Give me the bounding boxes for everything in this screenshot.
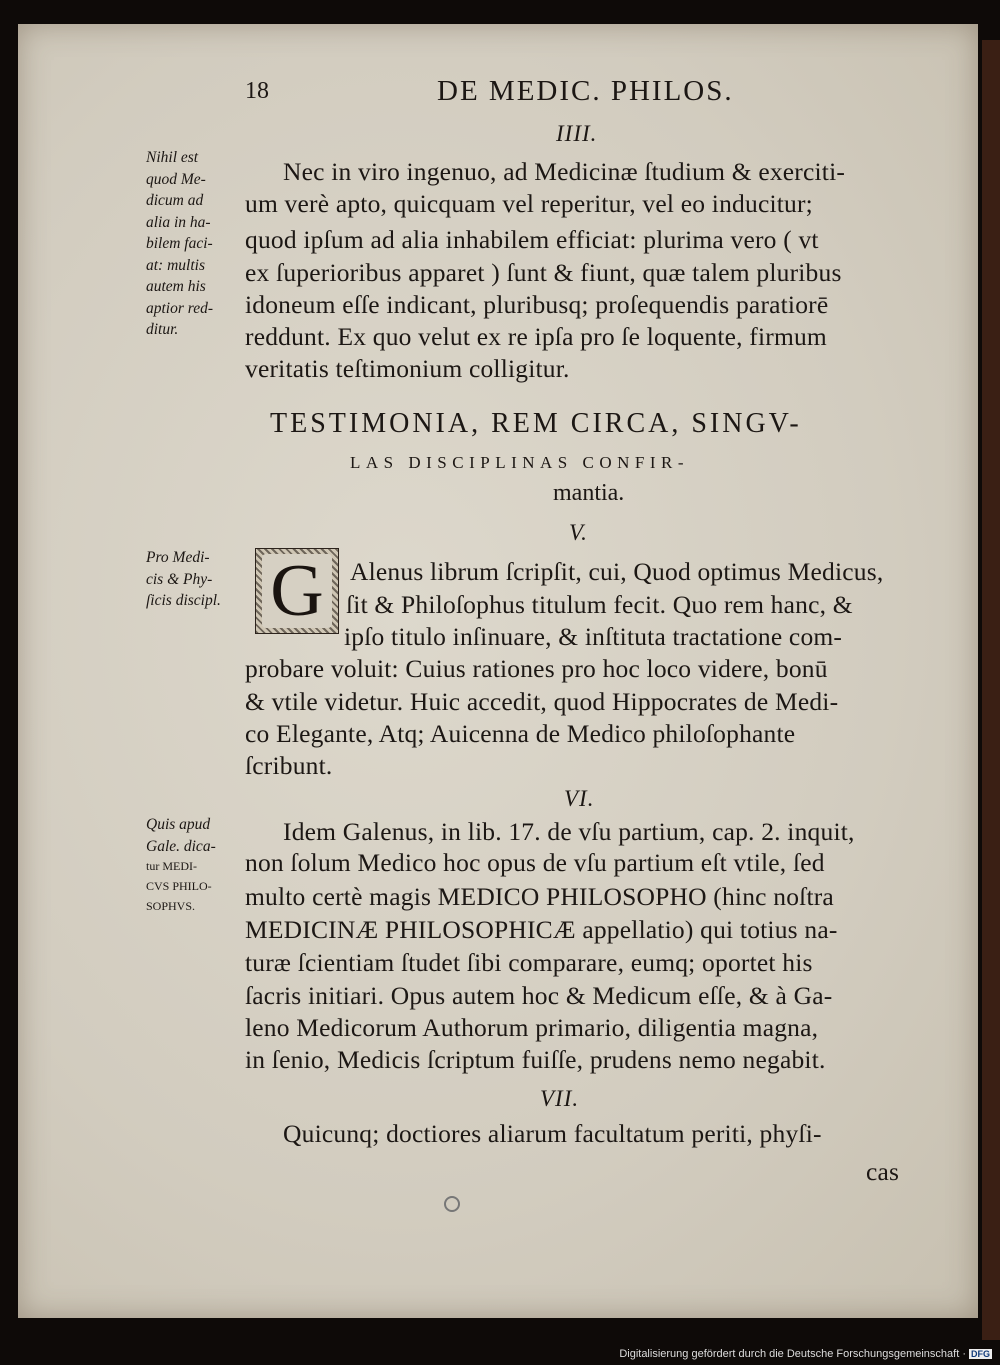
text-line: Nec in viro ingenuo, ad Medicinæ ſtudium & exerciti- [283, 157, 846, 186]
section-heading-line3: mantia. [553, 480, 625, 506]
text-line: um verè apto, quicquam vel reperitur, vel eo inducitur; [245, 189, 813, 218]
section-heading-line1: TESTIMONIA, REM CIRCA, SINGV- [270, 408, 802, 439]
margin-line: Nihil est [146, 149, 199, 166]
text-line: reddunt. Ex quo velut ex re ipſa pro ſe loquente, firmum [245, 322, 827, 351]
text-line: idoneum eſſe indicant, pluribusq; proſequendis paratiorē [245, 290, 829, 319]
decorated-initial [255, 548, 339, 634]
paper-blemish [444, 1196, 460, 1212]
margin-note-6 [146, 817, 216, 912]
text-line: ſcribunt. [245, 751, 333, 780]
section-numeral-4: IIII. [556, 121, 598, 146]
text-line: MEDICINÆ PHILOSOPHICÆ appellatio) qui totius na- [245, 915, 838, 944]
text-line: ſacris initiari. Opus autem hoc & Medicum eſſe, & à Ga- [245, 981, 833, 1010]
text-line: probare voluit: Cuius rationes pro hoc loco videre, bonū [245, 654, 828, 683]
text-line: Alenus librum ſcripſit, cui, Quod optimus Medicus, [350, 557, 884, 586]
margin-note-5 [146, 550, 221, 609]
margin-line: Gale. dica- [146, 837, 216, 855]
margin-line: ſicis discipl. [146, 592, 221, 609]
section-numeral-7: VII. [540, 1086, 580, 1111]
initial-letter: G [262, 554, 331, 628]
margin-line: SOPHVS. [146, 899, 196, 913]
section-numeral-5: V. [569, 520, 588, 545]
margin-line: dicum ad [146, 192, 204, 209]
margin-line: Pro Medi- [146, 549, 210, 566]
text-line: multo certè magis MEDICO PHILOSOPHO (hinc noſtra [245, 882, 834, 911]
margin-line: quod Me- [146, 170, 206, 188]
margin-line: bilem faci- [146, 235, 213, 252]
text-line: veritatis teſtimonium colligitur. [245, 354, 570, 383]
section-numeral-6: VI. [564, 786, 595, 811]
credit-text: Digitalisierung gefördert durch die Deutsche Forschungsgemeinschaft · [619, 1348, 966, 1360]
margin-line: Quis apud [146, 816, 211, 833]
catchword: cas [866, 1157, 900, 1186]
margin-line: aptior red- [146, 299, 214, 317]
text-line: Idem Galenus, in lib. 17. de vſu partium, cap. 2. inquit, [283, 817, 855, 846]
text-line: & vtile videtur. Huic accedit, quod Hippocrates de Medi- [245, 687, 839, 716]
margin-line: alia in ha- [146, 213, 211, 231]
dfg-logo: DFG [971, 1349, 990, 1360]
margin-line: at: multis [146, 256, 205, 274]
text-line: turæ ſcientiam ſtudet ſibi comparare, eumq; oportet his [245, 948, 813, 977]
margin-line: tur MEDI- [146, 859, 197, 873]
margin-line: CVS PHILO- [146, 879, 212, 893]
margin-line: autem his [146, 278, 206, 295]
text-line: ipſo titulo inſinuare, & inſtituta tractatione com- [344, 622, 843, 651]
text-line: Quicunq; doctiores aliarum facultatum periti, phyſi- [283, 1119, 822, 1148]
margin-note-4 [146, 150, 213, 338]
running-head: DE MEDIC. PHILOS. [437, 75, 734, 107]
text-line: co Elegante, Atq; Auicenna de Medico philoſophante [245, 719, 796, 748]
section-heading-line2: LAS DISCIPLINAS CONFIR- [350, 453, 690, 472]
text-line: quod ipſum ad alia inhabilem efficiat: plurima vero ( vt [245, 225, 819, 254]
margin-line: cis & Phy- [146, 570, 213, 588]
book-edge [982, 40, 1000, 1340]
text-line: non ſolum Medico hoc opus de vſu partium eſt vtile, ſed [245, 848, 825, 877]
text-line: in ſenio, Medicis ſcriptum fuiſſe, prudens nemo negabit. [245, 1045, 826, 1074]
text-line: leno Medicorum Authorum primario, diligentia magna, [245, 1013, 819, 1042]
page-number: 18 [245, 78, 269, 104]
digitization-credit [619, 1348, 992, 1360]
margin-line: ditur. [146, 321, 179, 338]
text-line: ſit & Philoſophus titulum fecit. Quo rem hanc, & [346, 590, 853, 619]
text-line: ex ſuperioribus apparet ) ſunt & fiunt, quæ talem pluribus [245, 258, 842, 287]
